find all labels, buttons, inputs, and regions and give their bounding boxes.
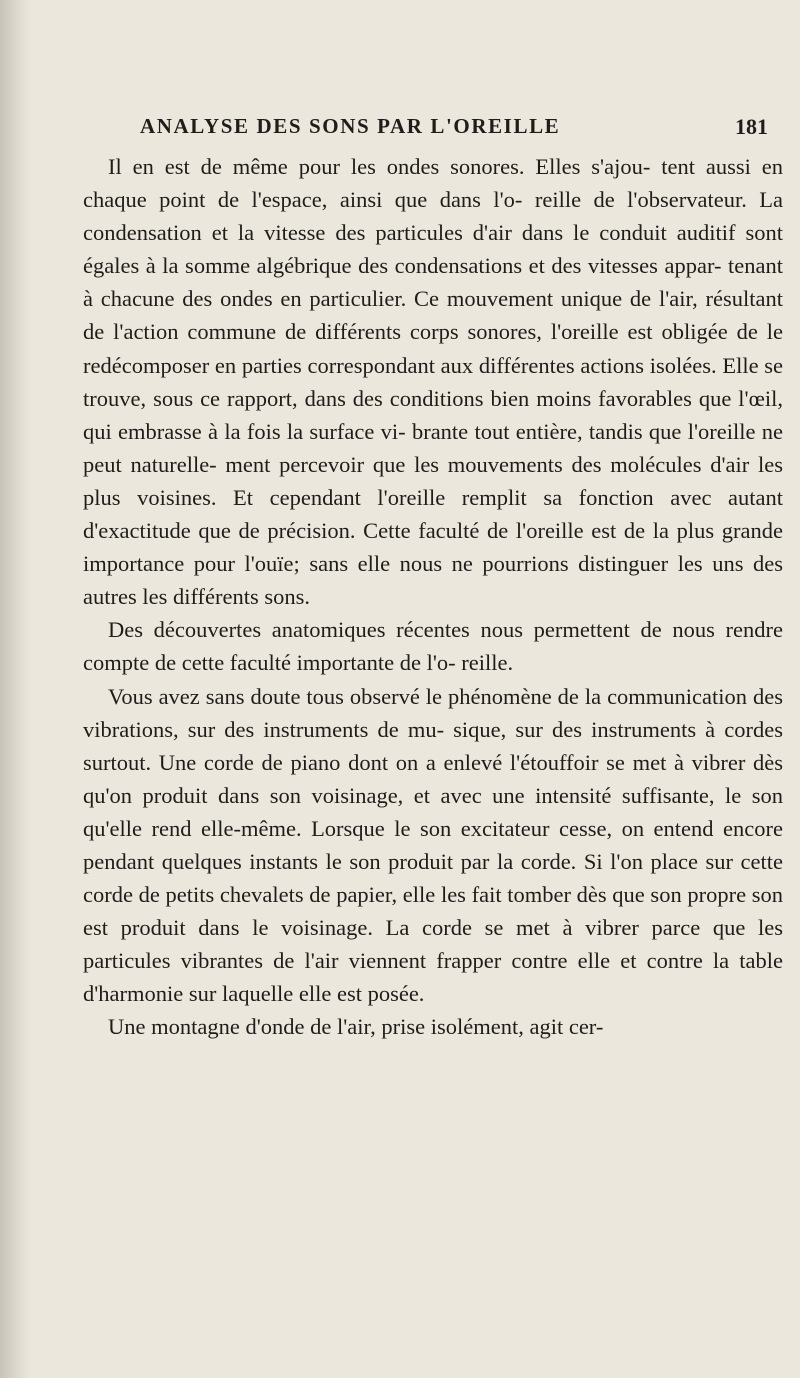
page-number: 181 xyxy=(735,114,768,139)
paragraph: Une montagne d'onde de l'air, prise isolément, agit cer- xyxy=(108,1014,604,1040)
paragraph: Il en est de même pour les ondes sonores. Elles s'ajou- tent aussi en chaque point de l'espace, ainsi que dans l'o- reille de l'observateur. La condensation et la vitesse des particules d'air dans le conduit auditif sont égales à la somme algébrique des condensations et des vitesses appar- tenant à chacune des ondes en particulier. Ce mouvement unique de l'air, résultant de l'action commune de différents corps sonores, l'oreille est obligée de le redécomposer en parties correspondant aux différentes actions isolées. Elle se trouve, sous ce rapport, dans des conditions bien moins favorables que l'œil, qui embrasse à la fois la surface vi- brante tout entière, tandis que l'oreille ne peut naturelle- ment percevoir que les mouvements des molécules d'air les plus voisines. Et cependant l'oreille remplit sa fonction avec autant d'exactitude que de précision. Cette faculté de l'oreille est de la plus grande importance pour l'ouïe; sans elle nous ne pourrions distinguer les uns des autres les différents sons. xyxy=(83,154,783,610)
body-text xyxy=(83,150,783,1044)
running-header xyxy=(140,114,768,144)
running-title: ANALYSE DES SONS PAR L'OREILLE xyxy=(140,114,561,138)
paragraph: Vous avez sans doute tous observé le phénomène de la communication des vibrations, sur des instruments de mu- sique, sur des instruments à cordes surtout. Une corde de piano dont on a enlevé l'étouffoir se met à vibrer dès qu'on produit dans son voisinage, et avec une intensité suffisante, le son qu'elle rend elle-même. Lorsque le son excitateur cesse, on entend encore pendant quelques instants le son produit par la corde. Si l'on place sur cette corde de petits chevalets de papier, elle les fait tomber dès que son propre son est produit dans le voisinage. La corde se met à vibrer parce que les particules vibrantes de l'air viennent frapper contre elle et contre la table d'harmonie sur laquelle elle est posée. xyxy=(83,683,783,1007)
paragraph: Des découvertes anatomiques récentes nous permettent de nous rendre compte de cette faculté importante de l'o- reille. xyxy=(83,617,783,676)
